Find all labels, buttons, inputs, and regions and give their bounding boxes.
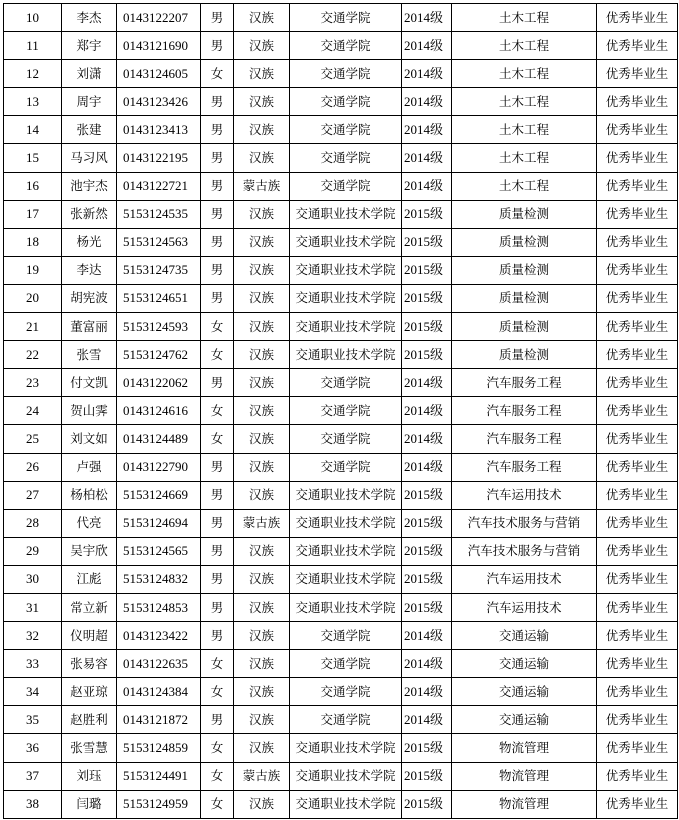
college-cell: 交通职业技术学院 bbox=[290, 762, 402, 790]
major-cell: 质量检测 bbox=[452, 228, 597, 256]
ethnicity-cell: 蒙古族 bbox=[234, 509, 290, 537]
grade-cell: 2014级 bbox=[402, 650, 452, 678]
student-name-cell: 池宇杰 bbox=[62, 172, 117, 200]
student-name-cell: 贺山霁 bbox=[62, 397, 117, 425]
row-number-cell: 31 bbox=[4, 593, 62, 621]
student-name-cell: 闫璐 bbox=[62, 790, 117, 818]
college-cell: 交通学院 bbox=[290, 650, 402, 678]
grade-cell: 2015级 bbox=[402, 341, 452, 369]
college-cell: 交通职业技术学院 bbox=[290, 593, 402, 621]
college-cell: 交通职业技术学院 bbox=[290, 790, 402, 818]
table-row bbox=[4, 762, 678, 790]
gender-cell: 男 bbox=[201, 453, 234, 481]
grade-cell: 2014级 bbox=[402, 88, 452, 116]
student-id-cell: 5153124593 bbox=[117, 313, 201, 341]
major-cell: 汽车服务工程 bbox=[452, 369, 597, 397]
table-row bbox=[4, 32, 678, 60]
gender-cell: 男 bbox=[201, 88, 234, 116]
ethnicity-cell: 汉族 bbox=[234, 313, 290, 341]
student-id-cell: 5153124832 bbox=[117, 565, 201, 593]
student-id-cell: 0143122062 bbox=[117, 369, 201, 397]
student-name-cell: 胡宪波 bbox=[62, 284, 117, 312]
grade-cell: 2014级 bbox=[402, 116, 452, 144]
gender-cell: 男 bbox=[201, 706, 234, 734]
student-id-cell: 0143122721 bbox=[117, 172, 201, 200]
row-number-cell: 10 bbox=[4, 4, 62, 32]
student-name-cell: 刘珏 bbox=[62, 762, 117, 790]
gender-cell: 女 bbox=[201, 425, 234, 453]
row-number-cell: 35 bbox=[4, 706, 62, 734]
table-row bbox=[4, 284, 678, 312]
gender-cell: 女 bbox=[201, 790, 234, 818]
table-row bbox=[4, 228, 678, 256]
major-cell: 质量检测 bbox=[452, 284, 597, 312]
gender-cell: 女 bbox=[201, 678, 234, 706]
table-row bbox=[4, 565, 678, 593]
row-number-cell: 25 bbox=[4, 425, 62, 453]
student-name-cell: 江彪 bbox=[62, 565, 117, 593]
college-cell: 交通学院 bbox=[290, 60, 402, 88]
student-id-cell: 0143123413 bbox=[117, 116, 201, 144]
gender-cell: 女 bbox=[201, 762, 234, 790]
college-cell: 交通职业技术学院 bbox=[290, 284, 402, 312]
college-cell: 交通学院 bbox=[290, 369, 402, 397]
student-id-cell: 0143124384 bbox=[117, 678, 201, 706]
gender-cell: 男 bbox=[201, 4, 234, 32]
table-row bbox=[4, 60, 678, 88]
major-cell: 交通运输 bbox=[452, 706, 597, 734]
major-cell: 汽车运用技术 bbox=[452, 565, 597, 593]
student-id-cell: 5153124651 bbox=[117, 284, 201, 312]
award-cell: 优秀毕业生 bbox=[597, 509, 678, 537]
gender-cell: 男 bbox=[201, 622, 234, 650]
gender-cell: 男 bbox=[201, 172, 234, 200]
student-name-cell: 张易容 bbox=[62, 650, 117, 678]
student-id-cell: 5153124762 bbox=[117, 341, 201, 369]
table-row bbox=[4, 4, 678, 32]
major-cell: 土木工程 bbox=[452, 144, 597, 172]
student-id-cell: 0143121872 bbox=[117, 706, 201, 734]
ethnicity-cell: 汉族 bbox=[234, 341, 290, 369]
table-row bbox=[4, 678, 678, 706]
grade-cell: 2015级 bbox=[402, 537, 452, 565]
student-name-cell: 李达 bbox=[62, 256, 117, 284]
row-number-cell: 26 bbox=[4, 453, 62, 481]
gender-cell: 男 bbox=[201, 32, 234, 60]
ethnicity-cell: 汉族 bbox=[234, 622, 290, 650]
award-cell: 优秀毕业生 bbox=[597, 678, 678, 706]
grade-cell: 2014级 bbox=[402, 706, 452, 734]
table-row bbox=[4, 509, 678, 537]
table-row bbox=[4, 453, 678, 481]
student-name-cell: 杨柏松 bbox=[62, 481, 117, 509]
student-id-cell: 0143122207 bbox=[117, 4, 201, 32]
student-name-cell: 刘文如 bbox=[62, 425, 117, 453]
gender-cell: 男 bbox=[201, 256, 234, 284]
ethnicity-cell: 汉族 bbox=[234, 369, 290, 397]
ethnicity-cell: 汉族 bbox=[234, 256, 290, 284]
row-number-cell: 28 bbox=[4, 509, 62, 537]
table-row bbox=[4, 116, 678, 144]
grade-cell: 2014级 bbox=[402, 397, 452, 425]
table-body bbox=[4, 4, 678, 819]
gender-cell: 男 bbox=[201, 116, 234, 144]
gender-cell: 女 bbox=[201, 313, 234, 341]
college-cell: 交通学院 bbox=[290, 425, 402, 453]
ethnicity-cell: 汉族 bbox=[234, 397, 290, 425]
grade-cell: 2014级 bbox=[402, 144, 452, 172]
row-number-cell: 30 bbox=[4, 565, 62, 593]
grade-cell: 2015级 bbox=[402, 481, 452, 509]
student-id-cell: 5153124491 bbox=[117, 762, 201, 790]
graduate-table bbox=[3, 3, 678, 819]
major-cell: 土木工程 bbox=[452, 116, 597, 144]
award-cell: 优秀毕业生 bbox=[597, 144, 678, 172]
college-cell: 交通职业技术学院 bbox=[290, 313, 402, 341]
ethnicity-cell: 汉族 bbox=[234, 116, 290, 144]
college-cell: 交通职业技术学院 bbox=[290, 509, 402, 537]
ethnicity-cell: 汉族 bbox=[234, 32, 290, 60]
student-id-cell: 0143123422 bbox=[117, 622, 201, 650]
major-cell: 汽车技术服务与营销 bbox=[452, 537, 597, 565]
row-number-cell: 17 bbox=[4, 200, 62, 228]
grade-cell: 2014级 bbox=[402, 369, 452, 397]
award-cell: 优秀毕业生 bbox=[597, 369, 678, 397]
ethnicity-cell: 汉族 bbox=[234, 790, 290, 818]
row-number-cell: 13 bbox=[4, 88, 62, 116]
major-cell: 汽车服务工程 bbox=[452, 397, 597, 425]
major-cell: 汽车运用技术 bbox=[452, 481, 597, 509]
ethnicity-cell: 汉族 bbox=[234, 284, 290, 312]
table-row bbox=[4, 200, 678, 228]
table-row bbox=[4, 734, 678, 762]
row-number-cell: 37 bbox=[4, 762, 62, 790]
row-number-cell: 12 bbox=[4, 60, 62, 88]
grade-cell: 2015级 bbox=[402, 228, 452, 256]
table-row bbox=[4, 397, 678, 425]
row-number-cell: 32 bbox=[4, 622, 62, 650]
major-cell: 土木工程 bbox=[452, 88, 597, 116]
gender-cell: 女 bbox=[201, 734, 234, 762]
row-number-cell: 33 bbox=[4, 650, 62, 678]
student-name-cell: 常立新 bbox=[62, 593, 117, 621]
row-number-cell: 38 bbox=[4, 790, 62, 818]
table-row bbox=[4, 341, 678, 369]
ethnicity-cell: 汉族 bbox=[234, 88, 290, 116]
student-name-cell: 赵亚琼 bbox=[62, 678, 117, 706]
row-number-cell: 19 bbox=[4, 256, 62, 284]
student-name-cell: 仪明超 bbox=[62, 622, 117, 650]
major-cell: 土木工程 bbox=[452, 172, 597, 200]
student-name-cell: 杨光 bbox=[62, 228, 117, 256]
grade-cell: 2014级 bbox=[402, 453, 452, 481]
college-cell: 交通职业技术学院 bbox=[290, 481, 402, 509]
college-cell: 交通学院 bbox=[290, 622, 402, 650]
award-cell: 优秀毕业生 bbox=[597, 397, 678, 425]
table-row bbox=[4, 790, 678, 818]
major-cell: 交通运输 bbox=[452, 678, 597, 706]
table-row bbox=[4, 144, 678, 172]
table-row bbox=[4, 88, 678, 116]
college-cell: 交通学院 bbox=[290, 397, 402, 425]
student-id-cell: 5153124694 bbox=[117, 509, 201, 537]
grade-cell: 2015级 bbox=[402, 734, 452, 762]
major-cell: 物流管理 bbox=[452, 734, 597, 762]
student-id-cell: 0143121690 bbox=[117, 32, 201, 60]
table-row bbox=[4, 622, 678, 650]
gender-cell: 女 bbox=[201, 397, 234, 425]
award-cell: 优秀毕业生 bbox=[597, 762, 678, 790]
row-number-cell: 29 bbox=[4, 537, 62, 565]
student-id-cell: 5153124859 bbox=[117, 734, 201, 762]
award-cell: 优秀毕业生 bbox=[597, 593, 678, 621]
row-number-cell: 14 bbox=[4, 116, 62, 144]
major-cell: 交通运输 bbox=[452, 650, 597, 678]
award-cell: 优秀毕业生 bbox=[597, 650, 678, 678]
student-name-cell: 马习风 bbox=[62, 144, 117, 172]
gender-cell: 男 bbox=[201, 481, 234, 509]
student-name-cell: 刘潇 bbox=[62, 60, 117, 88]
grade-cell: 2015级 bbox=[402, 790, 452, 818]
ethnicity-cell: 汉族 bbox=[234, 593, 290, 621]
major-cell: 质量检测 bbox=[452, 256, 597, 284]
student-name-cell: 周宇 bbox=[62, 88, 117, 116]
award-cell: 优秀毕业生 bbox=[597, 341, 678, 369]
award-cell: 优秀毕业生 bbox=[597, 790, 678, 818]
gender-cell: 男 bbox=[201, 228, 234, 256]
award-cell: 优秀毕业生 bbox=[597, 116, 678, 144]
gender-cell: 女 bbox=[201, 341, 234, 369]
grade-cell: 2014级 bbox=[402, 622, 452, 650]
grade-cell: 2014级 bbox=[402, 425, 452, 453]
college-cell: 交通学院 bbox=[290, 32, 402, 60]
major-cell: 汽车技术服务与营销 bbox=[452, 509, 597, 537]
row-number-cell: 24 bbox=[4, 397, 62, 425]
college-cell: 交通学院 bbox=[290, 678, 402, 706]
gender-cell: 男 bbox=[201, 509, 234, 537]
award-cell: 优秀毕业生 bbox=[597, 200, 678, 228]
college-cell: 交通职业技术学院 bbox=[290, 256, 402, 284]
row-number-cell: 34 bbox=[4, 678, 62, 706]
table-row bbox=[4, 593, 678, 621]
student-id-cell: 0143124616 bbox=[117, 397, 201, 425]
student-name-cell: 卢强 bbox=[62, 453, 117, 481]
student-name-cell: 董富丽 bbox=[62, 313, 117, 341]
college-cell: 交通职业技术学院 bbox=[290, 565, 402, 593]
major-cell: 土木工程 bbox=[452, 60, 597, 88]
college-cell: 交通学院 bbox=[290, 116, 402, 144]
major-cell: 土木工程 bbox=[452, 4, 597, 32]
ethnicity-cell: 汉族 bbox=[234, 144, 290, 172]
gender-cell: 男 bbox=[201, 565, 234, 593]
award-cell: 优秀毕业生 bbox=[597, 228, 678, 256]
grade-cell: 2015级 bbox=[402, 256, 452, 284]
row-number-cell: 21 bbox=[4, 313, 62, 341]
row-number-cell: 15 bbox=[4, 144, 62, 172]
award-cell: 优秀毕业生 bbox=[597, 734, 678, 762]
major-cell: 质量检测 bbox=[452, 341, 597, 369]
ethnicity-cell: 蒙古族 bbox=[234, 762, 290, 790]
ethnicity-cell: 汉族 bbox=[234, 537, 290, 565]
table-row bbox=[4, 650, 678, 678]
college-cell: 交通学院 bbox=[290, 4, 402, 32]
gender-cell: 男 bbox=[201, 593, 234, 621]
student-name-cell: 李杰 bbox=[62, 4, 117, 32]
major-cell: 交通运输 bbox=[452, 622, 597, 650]
award-cell: 优秀毕业生 bbox=[597, 172, 678, 200]
college-cell: 交通职业技术学院 bbox=[290, 228, 402, 256]
award-cell: 优秀毕业生 bbox=[597, 60, 678, 88]
award-cell: 优秀毕业生 bbox=[597, 706, 678, 734]
gender-cell: 男 bbox=[201, 284, 234, 312]
student-name-cell: 吴宇欣 bbox=[62, 537, 117, 565]
row-number-cell: 36 bbox=[4, 734, 62, 762]
gender-cell: 女 bbox=[201, 650, 234, 678]
student-id-cell: 5153124735 bbox=[117, 256, 201, 284]
college-cell: 交通职业技术学院 bbox=[290, 734, 402, 762]
row-number-cell: 11 bbox=[4, 32, 62, 60]
ethnicity-cell: 汉族 bbox=[234, 481, 290, 509]
student-id-cell: 0143122635 bbox=[117, 650, 201, 678]
college-cell: 交通学院 bbox=[290, 453, 402, 481]
gender-cell: 男 bbox=[201, 537, 234, 565]
student-id-cell: 5153124853 bbox=[117, 593, 201, 621]
student-id-cell: 5153124959 bbox=[117, 790, 201, 818]
award-cell: 优秀毕业生 bbox=[597, 256, 678, 284]
ethnicity-cell: 汉族 bbox=[234, 734, 290, 762]
grade-cell: 2015级 bbox=[402, 593, 452, 621]
student-name-cell: 张雪 bbox=[62, 341, 117, 369]
ethnicity-cell: 汉族 bbox=[234, 200, 290, 228]
college-cell: 交通学院 bbox=[290, 88, 402, 116]
student-id-cell: 0143122195 bbox=[117, 144, 201, 172]
ethnicity-cell: 汉族 bbox=[234, 453, 290, 481]
gender-cell: 男 bbox=[201, 144, 234, 172]
grade-cell: 2015级 bbox=[402, 509, 452, 537]
award-cell: 优秀毕业生 bbox=[597, 622, 678, 650]
grade-cell: 2015级 bbox=[402, 284, 452, 312]
award-cell: 优秀毕业生 bbox=[597, 88, 678, 116]
student-list-sheet bbox=[3, 3, 678, 819]
table-row bbox=[4, 425, 678, 453]
student-id-cell: 5153124565 bbox=[117, 537, 201, 565]
ethnicity-cell: 汉族 bbox=[234, 228, 290, 256]
college-cell: 交通职业技术学院 bbox=[290, 537, 402, 565]
row-number-cell: 23 bbox=[4, 369, 62, 397]
grade-cell: 2014级 bbox=[402, 4, 452, 32]
grade-cell: 2014级 bbox=[402, 172, 452, 200]
ethnicity-cell: 汉族 bbox=[234, 565, 290, 593]
college-cell: 交通学院 bbox=[290, 706, 402, 734]
award-cell: 优秀毕业生 bbox=[597, 4, 678, 32]
college-cell: 交通学院 bbox=[290, 172, 402, 200]
ethnicity-cell: 汉族 bbox=[234, 678, 290, 706]
student-id-cell: 0143124605 bbox=[117, 60, 201, 88]
grade-cell: 2014级 bbox=[402, 60, 452, 88]
major-cell: 汽车运用技术 bbox=[452, 593, 597, 621]
award-cell: 优秀毕业生 bbox=[597, 481, 678, 509]
award-cell: 优秀毕业生 bbox=[597, 284, 678, 312]
student-id-cell: 5153124563 bbox=[117, 228, 201, 256]
college-cell: 交通职业技术学院 bbox=[290, 200, 402, 228]
student-name-cell: 张新然 bbox=[62, 200, 117, 228]
award-cell: 优秀毕业生 bbox=[597, 425, 678, 453]
student-name-cell: 付文凯 bbox=[62, 369, 117, 397]
college-cell: 交通学院 bbox=[290, 144, 402, 172]
ethnicity-cell: 汉族 bbox=[234, 706, 290, 734]
student-id-cell: 0143123426 bbox=[117, 88, 201, 116]
student-id-cell: 0143124489 bbox=[117, 425, 201, 453]
gender-cell: 女 bbox=[201, 60, 234, 88]
table-row bbox=[4, 481, 678, 509]
award-cell: 优秀毕业生 bbox=[597, 453, 678, 481]
grade-cell: 2015级 bbox=[402, 200, 452, 228]
gender-cell: 男 bbox=[201, 200, 234, 228]
grade-cell: 2014级 bbox=[402, 678, 452, 706]
major-cell: 土木工程 bbox=[452, 32, 597, 60]
grade-cell: 2015级 bbox=[402, 313, 452, 341]
table-row bbox=[4, 256, 678, 284]
award-cell: 优秀毕业生 bbox=[597, 537, 678, 565]
student-name-cell: 郑宇 bbox=[62, 32, 117, 60]
table-row bbox=[4, 706, 678, 734]
award-cell: 优秀毕业生 bbox=[597, 32, 678, 60]
table-row bbox=[4, 313, 678, 341]
student-id-cell: 0143122790 bbox=[117, 453, 201, 481]
row-number-cell: 16 bbox=[4, 172, 62, 200]
ethnicity-cell: 蒙古族 bbox=[234, 172, 290, 200]
table-row bbox=[4, 537, 678, 565]
student-name-cell: 张建 bbox=[62, 116, 117, 144]
major-cell: 物流管理 bbox=[452, 762, 597, 790]
grade-cell: 2014级 bbox=[402, 32, 452, 60]
major-cell: 汽车服务工程 bbox=[452, 453, 597, 481]
college-cell: 交通职业技术学院 bbox=[290, 341, 402, 369]
student-name-cell: 张雪慧 bbox=[62, 734, 117, 762]
major-cell: 汽车服务工程 bbox=[452, 425, 597, 453]
table-row bbox=[4, 369, 678, 397]
student-id-cell: 5153124669 bbox=[117, 481, 201, 509]
student-name-cell: 代亮 bbox=[62, 509, 117, 537]
award-cell: 优秀毕业生 bbox=[597, 313, 678, 341]
student-id-cell: 5153124535 bbox=[117, 200, 201, 228]
row-number-cell: 27 bbox=[4, 481, 62, 509]
table-row bbox=[4, 172, 678, 200]
major-cell: 质量检测 bbox=[452, 313, 597, 341]
ethnicity-cell: 汉族 bbox=[234, 650, 290, 678]
row-number-cell: 20 bbox=[4, 284, 62, 312]
row-number-cell: 22 bbox=[4, 341, 62, 369]
ethnicity-cell: 汉族 bbox=[234, 425, 290, 453]
gender-cell: 男 bbox=[201, 369, 234, 397]
major-cell: 物流管理 bbox=[452, 790, 597, 818]
ethnicity-cell: 汉族 bbox=[234, 4, 290, 32]
major-cell: 质量检测 bbox=[452, 200, 597, 228]
grade-cell: 2015级 bbox=[402, 762, 452, 790]
ethnicity-cell: 汉族 bbox=[234, 60, 290, 88]
award-cell: 优秀毕业生 bbox=[597, 565, 678, 593]
grade-cell: 2015级 bbox=[402, 565, 452, 593]
row-number-cell: 18 bbox=[4, 228, 62, 256]
student-name-cell: 赵胜利 bbox=[62, 706, 117, 734]
